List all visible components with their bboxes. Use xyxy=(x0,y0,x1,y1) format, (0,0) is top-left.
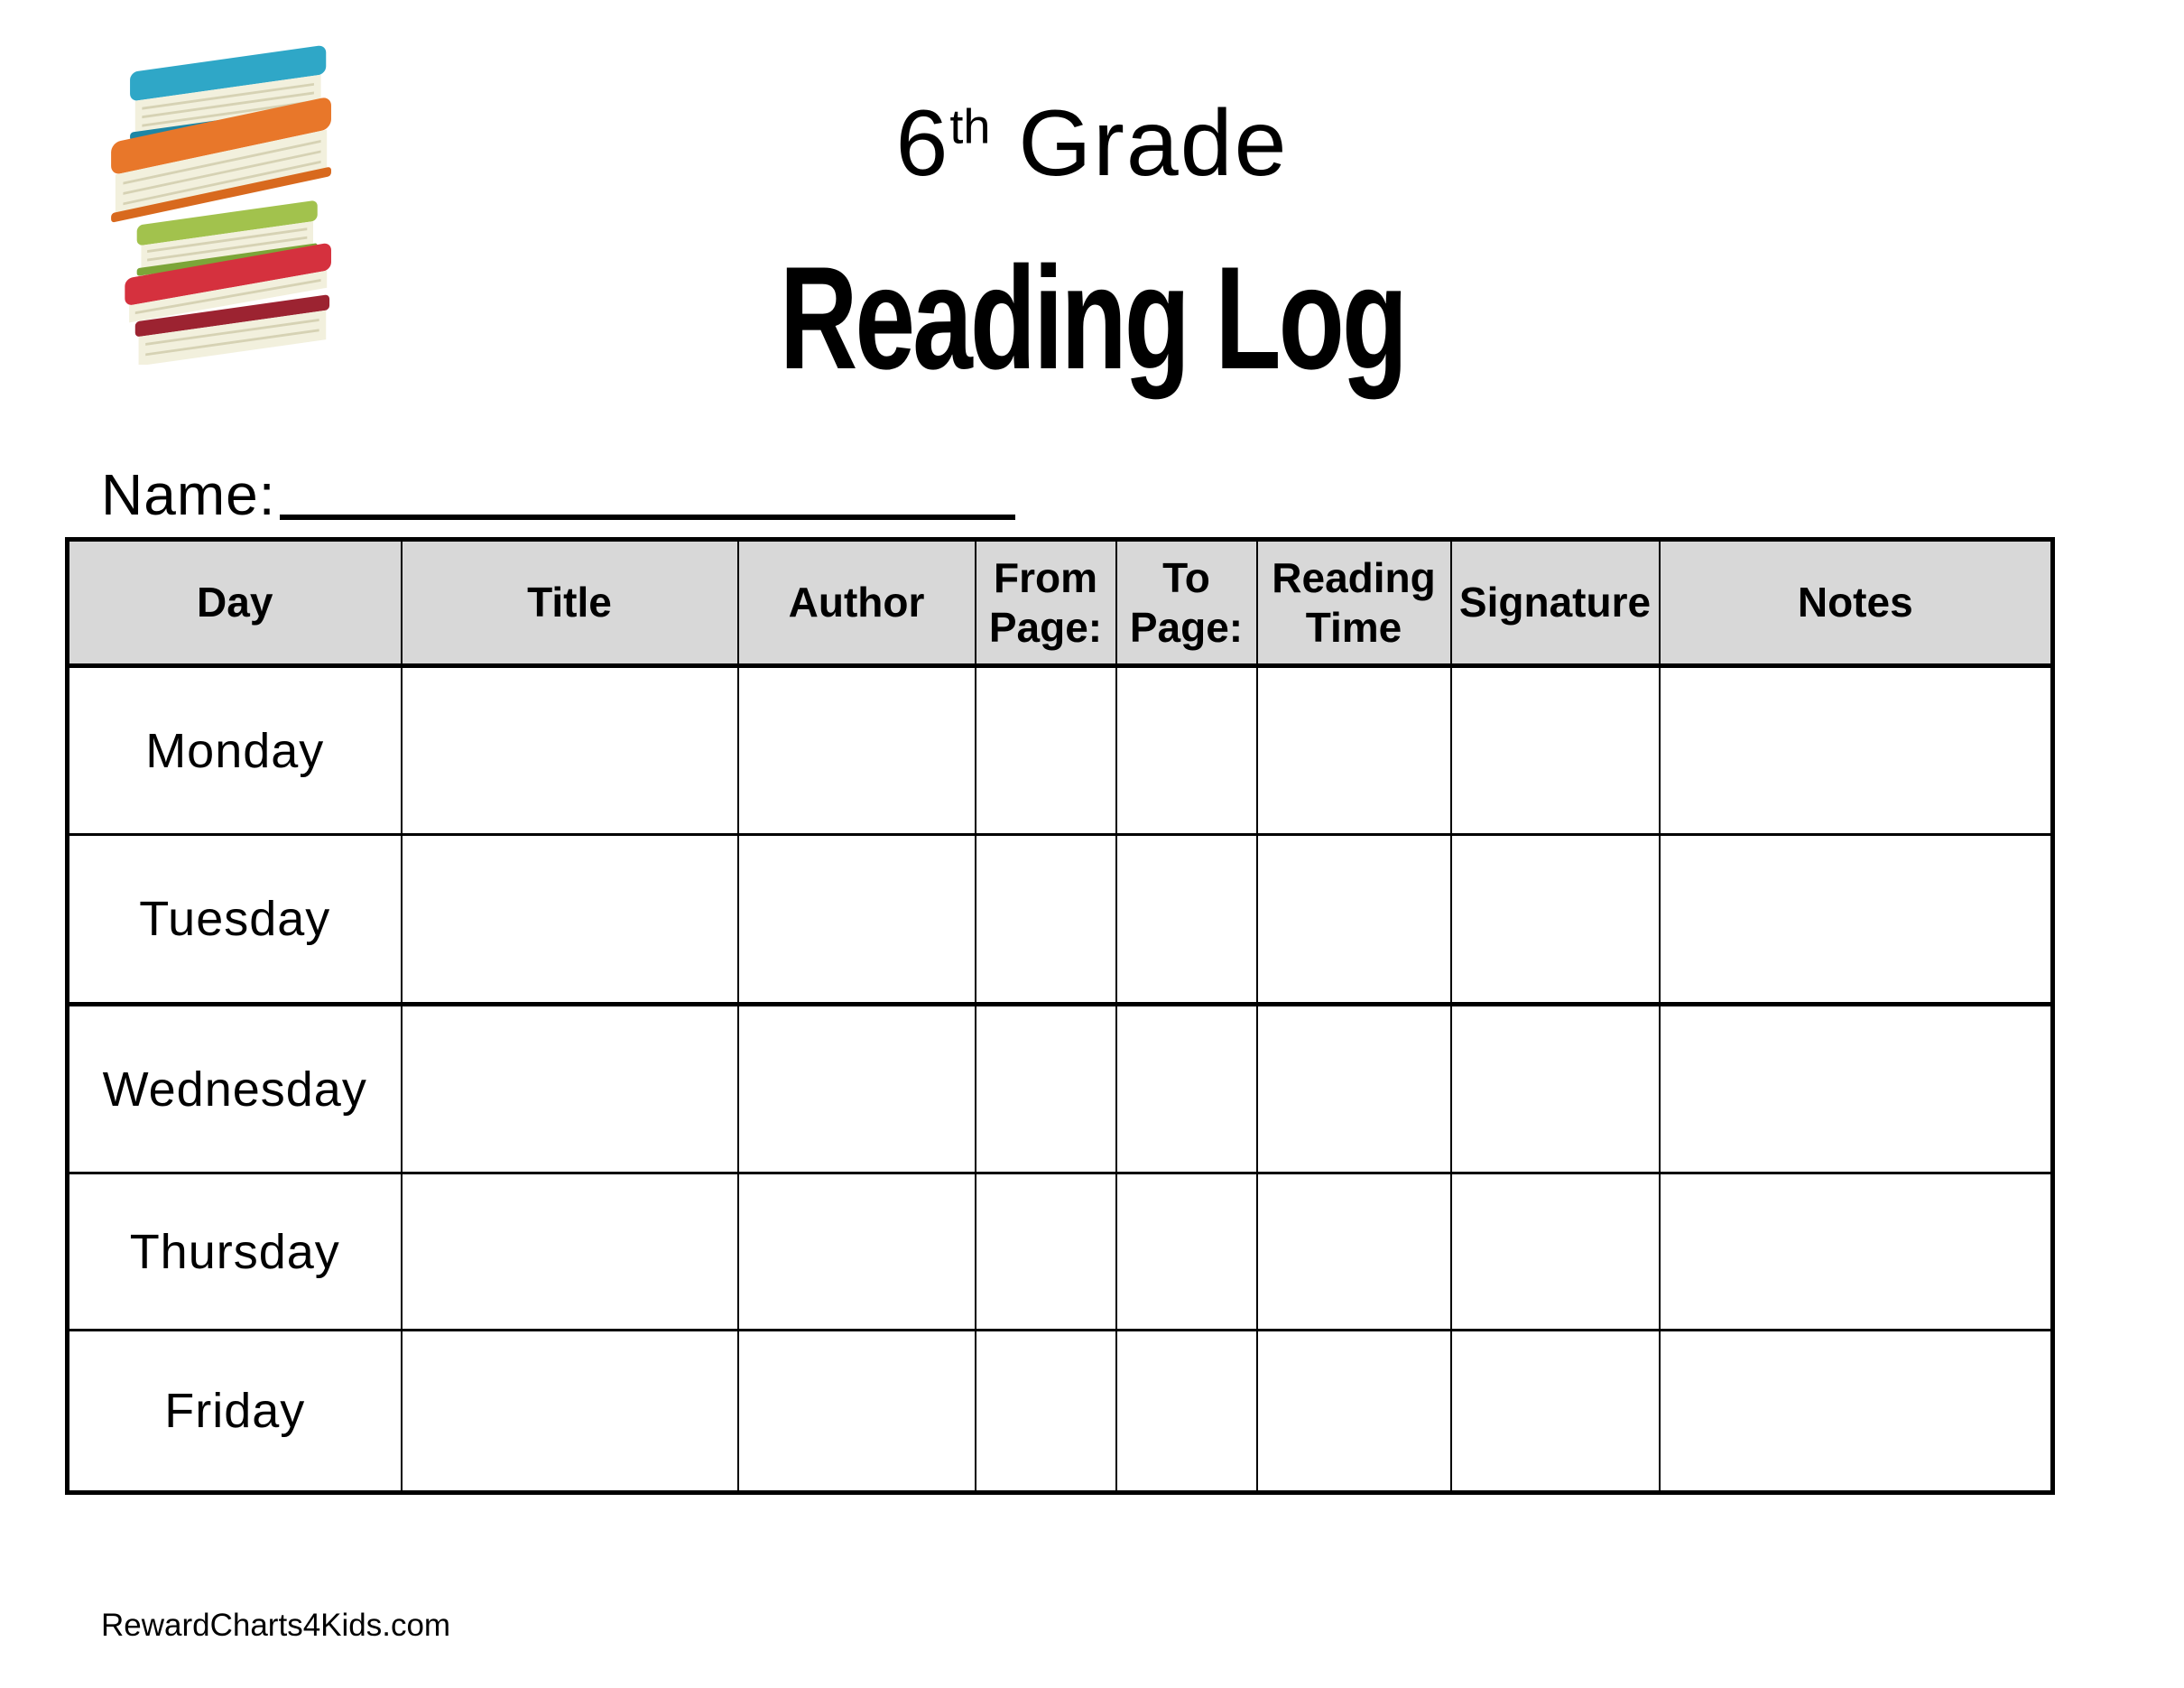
column-header-signature: Signature xyxy=(1451,540,1660,666)
log-cell xyxy=(738,1173,976,1331)
log-cell xyxy=(976,1173,1116,1331)
page-title-grade xyxy=(0,83,2184,205)
log-cell xyxy=(1451,1173,1660,1331)
column-header-author: Author xyxy=(738,540,976,666)
name-row xyxy=(101,450,1015,525)
table-row-friday xyxy=(68,1331,2053,1493)
log-cell xyxy=(738,1005,976,1173)
grade-suffix: th xyxy=(949,99,991,154)
column-header-day: Day xyxy=(68,540,402,666)
log-cell xyxy=(1660,666,2053,835)
log-cell xyxy=(1116,1331,1257,1493)
grade-number: 6 xyxy=(895,91,950,196)
log-cell xyxy=(1257,1005,1451,1173)
log-cell xyxy=(1451,1331,1660,1493)
table-row-thursday xyxy=(68,1173,2053,1331)
name-blank-line xyxy=(280,515,1015,520)
table-row-wednesday xyxy=(68,1005,2053,1173)
day-cell-tuesday: Tuesday xyxy=(68,835,402,1005)
day-cell-monday: Monday xyxy=(68,666,402,835)
log-cell xyxy=(402,666,738,835)
table-row-tuesday xyxy=(68,835,2053,1005)
log-cell xyxy=(1660,1331,2053,1493)
log-cell xyxy=(1116,666,1257,835)
log-cell xyxy=(1451,666,1660,835)
column-header-to-page: To Page: xyxy=(1116,540,1257,666)
log-cell xyxy=(738,666,976,835)
log-cell xyxy=(976,666,1116,835)
log-cell xyxy=(402,835,738,1005)
page-title-text: Reading Log xyxy=(779,237,1405,400)
log-cell xyxy=(1451,835,1660,1005)
column-header-reading-time: Reading Time xyxy=(1257,540,1451,666)
log-cell xyxy=(1660,1173,2053,1331)
table-row-monday xyxy=(68,666,2053,835)
log-cell xyxy=(1660,1005,2053,1173)
reading-log-table xyxy=(65,537,2055,1495)
website-text: RewardCharts4Kids.com xyxy=(101,1608,451,1643)
page-title xyxy=(0,237,2184,400)
log-cell xyxy=(1257,666,1451,835)
log-cell xyxy=(402,1005,738,1173)
grade-word: Grade xyxy=(990,91,1289,196)
name-label: Name: xyxy=(101,462,276,527)
column-header-from-page: From Page: xyxy=(976,540,1116,666)
day-cell-thursday: Thursday xyxy=(68,1173,402,1331)
log-cell xyxy=(402,1331,738,1493)
log-cell xyxy=(1451,1005,1660,1173)
log-cell xyxy=(976,1331,1116,1493)
log-cell xyxy=(1116,1005,1257,1173)
log-cell xyxy=(1257,835,1451,1005)
column-header-notes: Notes xyxy=(1660,540,2053,666)
day-cell-wednesday: Wednesday xyxy=(68,1005,402,1173)
log-cell xyxy=(1257,1173,1451,1331)
log-cell xyxy=(738,835,976,1005)
log-cell xyxy=(1116,835,1257,1005)
day-cell-friday: Friday xyxy=(68,1331,402,1493)
log-cell xyxy=(976,835,1116,1005)
log-cell xyxy=(976,1005,1116,1173)
table-header-row xyxy=(68,540,2053,666)
log-cell xyxy=(1116,1173,1257,1331)
log-cell xyxy=(1257,1331,1451,1493)
log-cell xyxy=(402,1173,738,1331)
log-cell xyxy=(1660,835,2053,1005)
log-cell xyxy=(738,1331,976,1493)
column-header-title: Title xyxy=(402,540,738,666)
